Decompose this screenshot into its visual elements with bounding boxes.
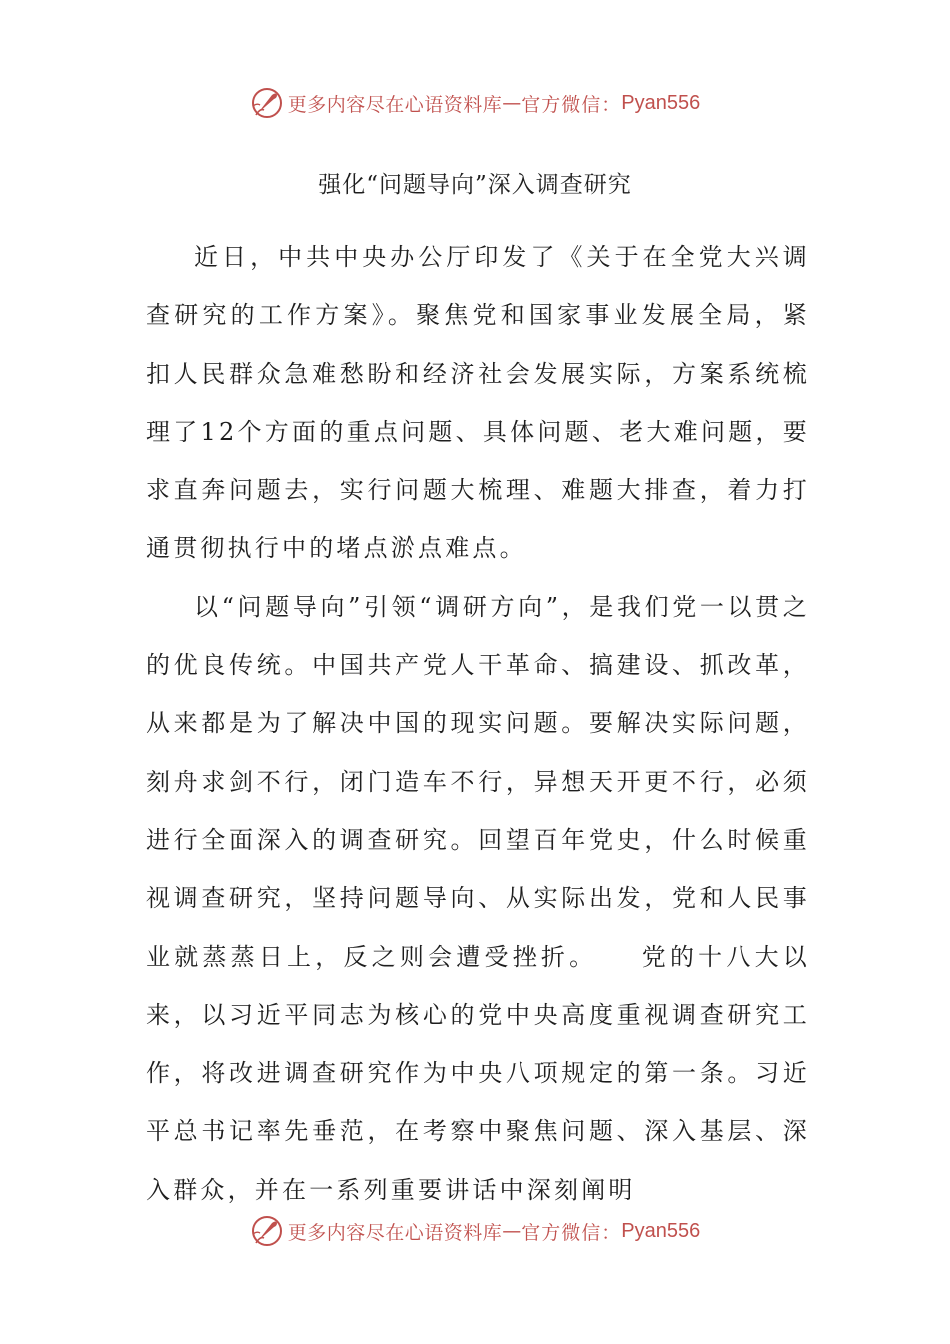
document-title: 强化“问题导向”深入调查研究 [318,172,632,198]
wechat-id: Pyan556 [621,1219,701,1242]
banner-dash: — [502,92,522,114]
header-banner [0,83,950,123]
wechat-label: 官方微信： [521,1221,622,1244]
wechat-label: 官方微信： [521,93,622,116]
paragraph-1: 近日，中共中央办公厅印发了《关于在全党大兴调查研究的工作方案》。聚焦党和国家事业发展全局，紧扣人民群众急难愁盼和经济社会发展实际，方案系统梳理了12个方面的重点问题、具体问题、老大难问题，要求直奔问题去，实行问题大梳理、难题大排查，着力打通贯彻执行中的堵点淤点难点。 [146,243,810,563]
quill-pen-logo-icon [250,1214,284,1248]
document-body [146,228,810,1219]
wechat-id: Pyan556 [621,91,701,114]
quill-pen-logo-icon [250,86,284,120]
footer-banner [0,1211,950,1251]
site-name-text: 更多内容尽在心语资料库 [287,1221,503,1244]
site-name-text: 更多内容尽在心语资料库 [287,93,503,116]
banner-dash: — [502,1220,522,1242]
paragraph-2: 以“问题导向”引领“调研方向”，是我们党一以贯之的优良传统。中国共产党人干革命、搞建设、抓改革，从来都是为了解决中国的现实问题。要解决实际问题，刻舟求剑不行，闭门造车不行，异想天开更不行，必须进行全面深入的调查研究。回望百年党史，什么时候重视调查研究，坚持问题导向、从实际出发，党和人民事业就蒸蒸日上，反之则会遭受挫折。 党的十八大以来，以习近平同志为核心的党中央高度重视调查研究工作，将改进调查研究作为中央八项规定的第一条。习近平总书记率先垂范，在考察中聚焦问题、深入基层、深入群众，并在一系列重要讲话中深刻阐明 [146,592,810,1204]
